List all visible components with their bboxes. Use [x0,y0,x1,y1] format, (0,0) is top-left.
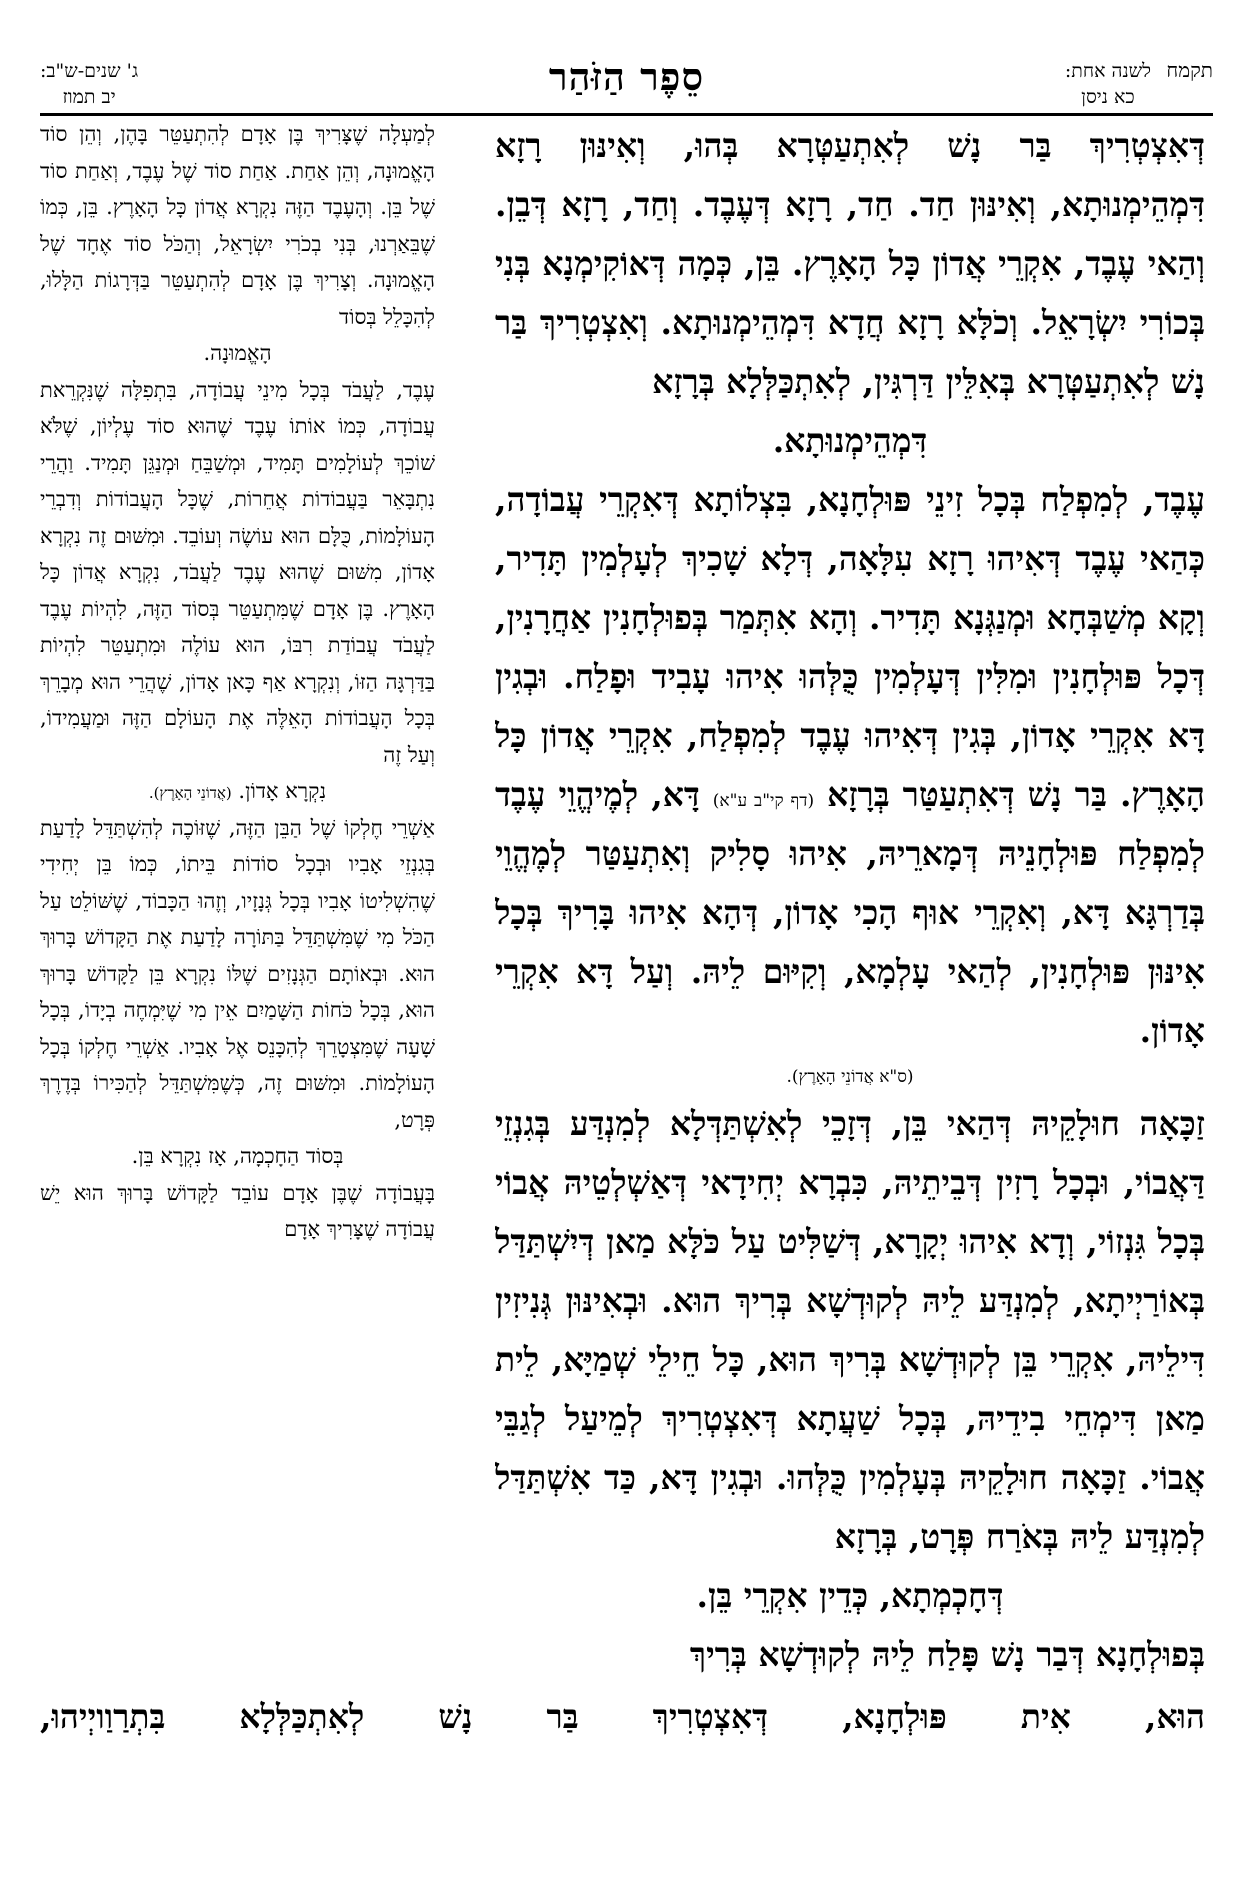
book-title: סֵפֶר הַזֹּהַר [548,54,705,99]
page-header [40,52,1213,114]
side-variant-note: (אֲדוֹנֵי הָאָרֶץ). [148,784,232,802]
main-variant-note: (ס"א אֲדוֹנֵי הָאָרֶץ). [786,1067,914,1087]
main-paragraph-2-continued: דָּא, לְמֶיהֱוֵי עֶבֶד לְמִפְלַח פּוּלְחָנֵיהּ דְּמָארֵיהּ, אִיהוּ סָלִיק וְאִתְעַטַּר לְמֶהֱוֵי בְּדַרְגָּא דָּא, וְאִקְרֵי אוּף הָכִי אָדוֹן, דְּהָא אִיהוּ בָּרִיךְ בְּכָל אִינּוּן פּוּלְחָנִין, לְהַאי עָלְמָא, וְקִיּוּם לֵיהּ. וְעַל דָּא אִקְרֵי אָדוֹן. [495,775,1205,1050]
main-paragraph-3 [495,1094,1205,1566]
header-left-line2: יב תמוז [62,86,116,108]
main-paragraph-2-text: עֶבֶד, לְמִפְלַח בְּכָל זִינֵי פּוּלְחָנָא, בִּצְלוֹתָא דְּאִקְרֵי עֲבוֹדָה, כְּהַאי עֶבֶד דְּאִיהוּ רָזָא עִלָּאָה, דְּלָא שָׁכִיךְ לְעָלְמִין תָּדִיר, וְקָא מְשַׁבְּחָא וּמְנַגְּנָא תָּדִיר. וְהָא אִתְּמַר בְּפוּלְחָנִין אַחֲרָנִין, דְּכָל פּוּלְחָנִין וּמִלִּין דְּעָלְמִין כֻּלְּהוּ אִיהוּ עָבִיד וּפָלַח. וּבְגִין דָּא אִקְרֵי אָדוֹן, בְּגִין דְּאִיהוּ עֶבֶד לְמִפְלַח, אִקְרֵי אֲדוֹן כָּל הָאָרֶץ. בַּר נָשׁ דְּאִתְעַטַּר בְּרָזָא [495,480,1205,814]
main-paragraph-2 [495,470,1205,1060]
side-paragraph-2-end [40,773,435,810]
header-right-line2: כא ניסן [1081,86,1135,108]
side-paragraph-4: בָּעֲבוֹדָה שֶׁבֶּן אָדָם עוֹבֵד לַקָּדוֹשׁ בָּרוּךְ הוּא יֵשׁ עֲבוֹדָה שֶׁצָּרִיךְ אָדָם [40,1180,435,1241]
side-paragraph-1: לְמַעְלָה שֶׁצָּרִיךְ בֶּן אָדָם לְהִתְעַטֵּר בָּהֶן, וְהֵן סוֹד הָאֱמוּנָה, וְהֵן אַחַת. אַחַת סוֹד שֶׁל עֶבֶד, וְאַחַת סוֹד שֶׁל בֵּן. וְהָעֶבֶד הַזֶּה נִקְרָא אֲדוֹן כָּל הָאָרֶץ. בֵּן, כְּמוֹ שֶׁבֵּאַרְנוּ, בְּנִי בְכֹרִי יִשְׂרָאֵל, וְהַכֹּל סוֹד אֶחָד שֶׁל הָאֱמוּנָה. וְצָרִיךְ בֶּן אָדָם לְהִתְעַטֵּר בַּדְּרָגוֹת הַלָּלוּ, לְהִכָּלֵל בְּסוֹד [40,122,435,329]
main-paragraph-1 [495,116,1205,411]
header-left-line1: ג' שנים-ש"ב: [40,60,139,82]
side-paragraph-3-end: בְּסוֹד הַחָכְמָה, אָז נִקְרָא בֵּן. [131,1144,344,1168]
side-paragraph-1-end: הָאֱמוּנָה. [203,341,272,365]
folio-reference: (דף קי"ב ע"א) [712,791,815,811]
side-paragraph-2: עֶבֶד, לַעֲבֹד בְּכָל מִינֵי עֲבוֹדָה, בִּתְפִלָּה שֶׁנִּקְרֵאת עֲבוֹדָה, כְּמוֹ אוֹתוֹ עֶבֶד שֶׁהוּא סוֹד עֶלְיוֹן, שֶׁלֹּא שׁוֹכֵךְ לְעוֹלָמִים תָּמִיד, וּמְשַׁבֵּחַ וּמְנַגֵּן תָּמִיד. וַהֲרֵי נִתְבָּאֵר בַּעֲבוֹדוֹת אֲחֵרוֹת, שֶׁכָּל הָעֲבוֹדוֹת וְדִבְרֵי הָעוֹלָמוֹת, כֻּלָּם הוּא עוֹשֶׂה וְעוֹבֵד. וּמִשּׁוּם זֶה נִקְרָא אָדוֹן, מִשּׁוּם שֶׁהוּא עֶבֶד לַעֲבֹד, נִקְרָא אֲדוֹן כָּל הָאָרֶץ. בֶּן אָדָם שֶׁמִּתְעַטֵּר בְּסוֹד הַזֶּה, לִהְיוֹת עֶבֶד לַעֲבֹד עֲבוֹדַת רִבּוֹ, הוּא עוֹלֶה וּמִתְעַטֵּר לִהְיוֹת בַּדַּרְגָּה הַזּוֹ, וְנִקְרָא אַף כָּאן אָדוֹן, שֶׁהֲרֵי הוּא מְבָרֵךְ בְּכָל הָעֲבוֹדוֹת הָאֵלֶּה אֶת הָעוֹלָם הַזֶּה וּמַעֲמִידוֹ, וְעַל זֶה [40,377,435,767]
main-paragraph-4: בְּפוּלְחָנָא דְּבַר נָשׁ פָּלַח לֵיהּ לְקוּדְשָׁא בְּרִיךְ [689,1635,1205,1674]
page-number: תקמח [1166,58,1213,82]
main-paragraph-3-end: דְּחָכְמְתָא, כְּדֵין אִקְרֵי בֵּן. [696,1576,1004,1615]
main-column-aramaic [495,116,1205,1686]
bottom-full-width-line: הוּא, אִית פּוּלְחָנָא, דְּאִצְטְרִיךְ בַּר נָשׁ לְאִתְכַּלְּלָא בִּתְרַוַויְיהוּ, [40,1697,1205,1736]
main-paragraph-1-end: דִּמְהֵימְנוּתָא. [772,421,928,460]
main-paragraph-1-text: דְּאִצְטְרִיךְ בַּר נָשׁ לְאִתְעַטְּרָא בְּהוּ, וְאִינּוּן רָזָא דִּמְהֵימְנוּתָא, וְאִינּוּן חַד. חַד, רָזָא דְּעֶבֶד. וְחַד, רָזָא דְּבֵן. וְהַאי עֶבֶד, אִקְרֵי אֲדוֹן כָּל הָאָרֶץ. בֵּן, כְּמָה דְּאוֹקִימְנָא בְּנִי בְּכוֹרִי יִשְׂרָאֵל. וְכֹלָּא רָזָא חֲדָא דִּמְהֵימְנוּתָא. וְאִצְטְרִיךְ בַּר נָשׁ לְאִתְעַטְּרָא בְּאִלֵּין דַּרְגִּין, לְאִתְכַּלְּלָא בְּרָזָא [495,126,1205,401]
main-paragraph-3-text: זַכָּאָה חוּלָקֵיהּ דְּהַאי בֵּן, דְּזָכֵי לְאִשְׁתַּדְּלָא לְמִנְדַּע בְּגִנְזֵי דַּאֲבוֹי, וּבְכָל רָזִין דְּבֵיתֵיהּ, כִּבְרָא יְחִידָאי דְּאַשְׁלְטֵיהּ אֲבוֹי בְּכָל גִּנְזוֹי, וְדָא אִיהוּ יְקָרָא, דְּשַׁלִּיט עַל כֹּלָּא מַאן דְּיִשְׁתַּדַּל בְּאוֹרַיְיתָא, לְמִנְדַּע לֵיהּ לְקוּדְשָׁא בְּרִיךְ הוּא. וּבְאִינּוּן גְּנִיזִין דִּילֵיהּ, אִקְרֵי בֵּן לְקוּדְשָׁא בְּרִיךְ הוּא, כָּל חֵילֵי שְׁמַיָּא, לֵית מַאן דִּימְחֵי בִידֵיהּ, בְּכָל שַׁעֲתָא דְּאִצְטְרִיךְ לְמֵיעַל לְגַבֵּי אֲבוֹי. זַכָּאָה חוּלָקֵיהּ בְּעָלְמִין כֻּלְּהוּ. וּבְגִין דָּא, כַּד אִשְׁתַּדַּל לְמִנְדַּע לֵיהּ בְּאֹרַח פְּרָט, בְּרָזָא [495,1104,1205,1556]
side-column-hebrew [40,116,435,1686]
side-paragraph-3: אַשְׁרֵי חֶלְקוֹ שֶׁל הַבֵּן הַזֶּה, שֶׁזּוֹכֶה לְהִשְׁתַּדֵּל לָדַעַת בְּגִנְזֵי אָבִיו וּבְכָל סוֹדוֹת בֵּיתוֹ, כְּמוֹ בֵּן יְחִידִי שֶׁהִשְׁלִיטוֹ אָבִיו בְּכָל גְּנָזָיו, וְזֶהוּ הַכָּבוֹד, שֶׁשּׁוֹלֵט עַל הַכֹּל מִי שֶׁמִּשְׁתַּדֵּל בַּתּוֹרָה לָדַעַת אֶת הַקָּדוֹשׁ בָּרוּךְ הוּא. וּבְאוֹתָם הַגְּנָזִים שֶׁלּוֹ נִקְרָא בֵּן לַקָּדוֹשׁ בָּרוּךְ הוּא, בְּכָל כֹּחוֹת הַשָּׁמַיִם אֵין מִי שֶׁיִּמְחֶה בְיָדוֹ, בְּכָל שָׁעָה שֶׁמִּצְטָרֵךְ לְהִכָּנֵס אֶל אָבִיו. אַשְׁרֵי חֶלְקוֹ בְּכָל הָעוֹלָמוֹת. וּמִשּׁוּם זֶה, כְּשֶׁמִּשְׁתַּדֵּל לְהַכִּירוֹ בְּדֶרֶךְ פְּרָט, [40,815,435,1132]
header-left-schedule [40,58,138,110]
side-paragraph-2-end-text: נִקְרָא אָדוֹן. [238,779,327,803]
header-right-line1: לשנה אחת: [1064,60,1151,82]
